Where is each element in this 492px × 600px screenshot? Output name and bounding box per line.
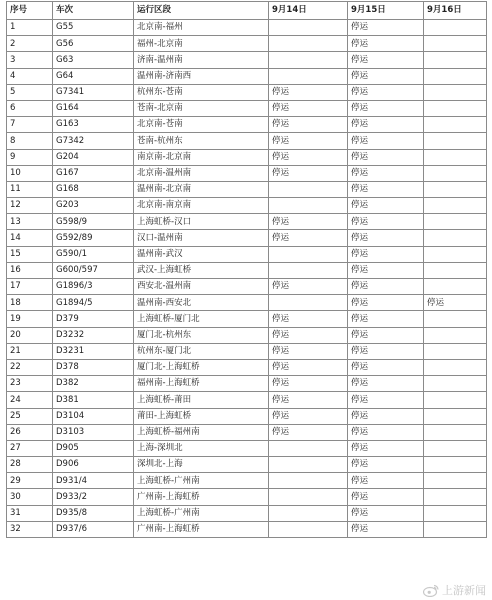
table-cell: 停运 — [348, 505, 424, 521]
table-cell: 上海虹桥-厦门北 — [134, 311, 269, 327]
table-cell: 停运 — [348, 295, 424, 311]
table-cell: G164 — [53, 100, 134, 116]
table-cell: 8 — [7, 133, 53, 149]
table-row — [7, 279, 487, 295]
table-cell: G204 — [53, 149, 134, 165]
table-cell: 上海虹桥-广州南 — [134, 505, 269, 521]
table-cell: 停运 — [269, 343, 348, 359]
table-cell: 停运 — [348, 84, 424, 100]
table-cell: 6 — [7, 100, 53, 116]
table-cell: 停运 — [269, 100, 348, 116]
table-cell: 上海虹桥-汉口 — [134, 214, 269, 230]
table-cell: 停运 — [269, 165, 348, 181]
table-row — [7, 473, 487, 489]
table-cell — [269, 489, 348, 505]
table-row — [7, 230, 487, 246]
table-cell — [424, 181, 487, 197]
table-cell: G64 — [53, 68, 134, 84]
table-cell — [424, 117, 487, 133]
table-cell: G1894/5 — [53, 295, 134, 311]
table-cell — [269, 52, 348, 68]
table-body — [7, 20, 487, 538]
table-cell — [424, 505, 487, 521]
table-row — [7, 20, 487, 36]
table-cell: 西安北-温州南 — [134, 279, 269, 295]
table-cell: D379 — [53, 311, 134, 327]
table-cell: G590/1 — [53, 246, 134, 262]
table-cell — [269, 262, 348, 278]
table-cell: 停运 — [348, 489, 424, 505]
table-cell — [269, 295, 348, 311]
table-cell: 20 — [7, 327, 53, 343]
table-cell: 停运 — [348, 246, 424, 262]
table-cell: 温州南-西安北 — [134, 295, 269, 311]
table-cell: 福州南-上海虹桥 — [134, 376, 269, 392]
table-cell: 停运 — [269, 408, 348, 424]
table-cell: 停运 — [348, 100, 424, 116]
table-cell: G163 — [53, 117, 134, 133]
table-cell: 15 — [7, 246, 53, 262]
table-cell: G592/89 — [53, 230, 134, 246]
table-cell: 停运 — [348, 343, 424, 359]
table-row — [7, 327, 487, 343]
table-cell — [269, 246, 348, 262]
table-cell: 停运 — [348, 36, 424, 52]
table-cell: 停运 — [348, 473, 424, 489]
table-row — [7, 311, 487, 327]
table-cell — [424, 457, 487, 473]
train-schedule-table — [6, 1, 487, 538]
table-cell: 12 — [7, 198, 53, 214]
table-cell: 停运 — [348, 214, 424, 230]
table-cell: 停运 — [269, 376, 348, 392]
table-cell: 2 — [7, 36, 53, 52]
table-row — [7, 392, 487, 408]
table-cell: 30 — [7, 489, 53, 505]
table-cell: D3232 — [53, 327, 134, 343]
table-cell — [269, 181, 348, 197]
table-cell: 北京南-南京南 — [134, 198, 269, 214]
table-cell: 停运 — [348, 68, 424, 84]
table-cell: 武汉-上海虹桥 — [134, 262, 269, 278]
table-cell: 停运 — [269, 311, 348, 327]
table-cell: 13 — [7, 214, 53, 230]
table-cell — [269, 440, 348, 456]
table-cell: 停运 — [348, 117, 424, 133]
table-cell — [424, 359, 487, 375]
table-cell: 停运 — [269, 133, 348, 149]
table-cell: 停运 — [348, 165, 424, 181]
table-cell: D937/6 — [53, 521, 134, 537]
table-cell: 停运 — [269, 327, 348, 343]
column-header: 9月15日 — [348, 2, 424, 20]
table-cell: D933/2 — [53, 489, 134, 505]
table-cell: 广州南-上海虹桥 — [134, 521, 269, 537]
table-cell: 上海虹桥-福州南 — [134, 424, 269, 440]
table-cell: 北京南-苍南 — [134, 117, 269, 133]
table-cell: 5 — [7, 84, 53, 100]
table-cell: 停运 — [348, 440, 424, 456]
table-cell — [424, 230, 487, 246]
table-cell: 27 — [7, 440, 53, 456]
table-cell: 32 — [7, 521, 53, 537]
table-cell: 停运 — [269, 214, 348, 230]
table-cell — [424, 343, 487, 359]
table-cell: D935/8 — [53, 505, 134, 521]
table-cell: G167 — [53, 165, 134, 181]
table-cell: 14 — [7, 230, 53, 246]
table-cell — [424, 262, 487, 278]
table-cell — [269, 20, 348, 36]
table-cell: 南京南-北京南 — [134, 149, 269, 165]
table-cell — [424, 392, 487, 408]
table-cell: 停运 — [348, 359, 424, 375]
table-cell — [424, 246, 487, 262]
table-cell: 停运 — [269, 359, 348, 375]
table-cell: G7342 — [53, 133, 134, 149]
table-cell: 23 — [7, 376, 53, 392]
table-cell: 停运 — [348, 521, 424, 537]
table-cell: 19 — [7, 311, 53, 327]
table-cell: 上海虹桥-广州南 — [134, 473, 269, 489]
table-cell: 29 — [7, 473, 53, 489]
table-cell: D3103 — [53, 424, 134, 440]
table-cell: 停运 — [348, 181, 424, 197]
table-cell — [424, 327, 487, 343]
column-header: 车次 — [53, 2, 134, 20]
column-header: 9月16日 — [424, 2, 487, 20]
table-cell — [424, 149, 487, 165]
column-header: 9月14日 — [269, 2, 348, 20]
table-cell: G7341 — [53, 84, 134, 100]
table-cell: 26 — [7, 424, 53, 440]
table-cell — [424, 376, 487, 392]
table-cell: 停运 — [269, 424, 348, 440]
table-row — [7, 68, 487, 84]
table-cell — [269, 505, 348, 521]
table-cell — [269, 36, 348, 52]
table-cell: G600/597 — [53, 262, 134, 278]
table-cell: 停运 — [348, 198, 424, 214]
table-cell: 停运 — [348, 279, 424, 295]
table-cell: 停运 — [348, 327, 424, 343]
table-cell: 停运 — [348, 311, 424, 327]
table-row — [7, 359, 487, 375]
table-cell — [424, 68, 487, 84]
table-cell — [424, 133, 487, 149]
table-cell: 深圳北-上海 — [134, 457, 269, 473]
table-cell: 停运 — [348, 20, 424, 36]
table-cell — [424, 440, 487, 456]
watermark — [423, 582, 486, 598]
table-cell: D906 — [53, 457, 134, 473]
table-row — [7, 165, 487, 181]
table-cell: D382 — [53, 376, 134, 392]
table-cell: 汉口-温州南 — [134, 230, 269, 246]
table-cell: 济南-温州南 — [134, 52, 269, 68]
table-row — [7, 52, 487, 68]
table-cell: 温州南-北京南 — [134, 181, 269, 197]
table-cell: 停运 — [348, 230, 424, 246]
table-cell: 1 — [7, 20, 53, 36]
table-cell — [269, 473, 348, 489]
table-cell: G1896/3 — [53, 279, 134, 295]
table-row — [7, 295, 487, 311]
table-cell: 16 — [7, 262, 53, 278]
table-cell: 7 — [7, 117, 53, 133]
table-cell: 上海虹桥-莆田 — [134, 392, 269, 408]
table-cell: 温州南-济南西 — [134, 68, 269, 84]
table-cell — [269, 457, 348, 473]
table-cell: G598/9 — [53, 214, 134, 230]
table-row — [7, 214, 487, 230]
table-cell: D931/4 — [53, 473, 134, 489]
table-cell — [424, 165, 487, 181]
table-row — [7, 133, 487, 149]
table-cell: 停运 — [348, 408, 424, 424]
table-cell: 停运 — [269, 230, 348, 246]
table-cell: 北京南-福州 — [134, 20, 269, 36]
table-row — [7, 505, 487, 521]
table-cell: 停运 — [348, 133, 424, 149]
table-row — [7, 84, 487, 100]
table-cell: 停运 — [348, 52, 424, 68]
table-cell: 停运 — [348, 457, 424, 473]
table-cell: 停运 — [424, 295, 487, 311]
table-cell — [424, 214, 487, 230]
table-cell — [269, 521, 348, 537]
table-cell: D3231 — [53, 343, 134, 359]
table-row — [7, 181, 487, 197]
table-cell: 北京南-温州南 — [134, 165, 269, 181]
table-cell — [424, 473, 487, 489]
table-cell — [424, 198, 487, 214]
table-cell: 停运 — [348, 392, 424, 408]
table-cell: 厦门北-上海虹桥 — [134, 359, 269, 375]
table-cell: 莆田-上海虹桥 — [134, 408, 269, 424]
table-cell — [424, 36, 487, 52]
table-cell: 25 — [7, 408, 53, 424]
table-cell — [424, 311, 487, 327]
watermark-text: 上游新闻 — [442, 584, 486, 597]
table-cell — [424, 100, 487, 116]
weibo-icon — [423, 584, 439, 597]
table-cell — [424, 424, 487, 440]
table-cell: 上海-深圳北 — [134, 440, 269, 456]
table-cell: 停运 — [348, 424, 424, 440]
table-cell: 31 — [7, 505, 53, 521]
table-cell — [424, 279, 487, 295]
table-cell: 停运 — [348, 149, 424, 165]
table-cell: G56 — [53, 36, 134, 52]
table-cell: 苍南-杭州东 — [134, 133, 269, 149]
table-cell: G63 — [53, 52, 134, 68]
table-cell: 10 — [7, 165, 53, 181]
table-cell: 4 — [7, 68, 53, 84]
table-cell — [424, 84, 487, 100]
table-cell — [269, 198, 348, 214]
table-cell: G203 — [53, 198, 134, 214]
table-row — [7, 424, 487, 440]
table-cell: D3104 — [53, 408, 134, 424]
table-cell: 28 — [7, 457, 53, 473]
table-cell: 18 — [7, 295, 53, 311]
table-row — [7, 36, 487, 52]
table-row — [7, 489, 487, 505]
table-cell: 3 — [7, 52, 53, 68]
table-cell: G55 — [53, 20, 134, 36]
table-cell: 广州南-上海虹桥 — [134, 489, 269, 505]
table-row — [7, 376, 487, 392]
table-cell: 停运 — [348, 262, 424, 278]
table-row — [7, 198, 487, 214]
table-cell: 17 — [7, 279, 53, 295]
table-row — [7, 117, 487, 133]
table-cell: 停运 — [269, 149, 348, 165]
table-cell: 福州-北京南 — [134, 36, 269, 52]
table-cell: 22 — [7, 359, 53, 375]
table-cell: 9 — [7, 149, 53, 165]
table-cell: 杭州东-苍南 — [134, 84, 269, 100]
table-cell: 停运 — [269, 279, 348, 295]
table-row — [7, 149, 487, 165]
table-cell: 11 — [7, 181, 53, 197]
table-cell: G168 — [53, 181, 134, 197]
table-cell — [424, 408, 487, 424]
table-cell: 厦门北-杭州东 — [134, 327, 269, 343]
table-header-row — [7, 2, 487, 20]
table-cell: 杭州东-厦门北 — [134, 343, 269, 359]
table-row — [7, 440, 487, 456]
table-row — [7, 246, 487, 262]
table-cell: D378 — [53, 359, 134, 375]
table-cell: 停运 — [269, 392, 348, 408]
table-row — [7, 521, 487, 537]
table-row — [7, 457, 487, 473]
table-cell: 停运 — [348, 376, 424, 392]
table-cell: 24 — [7, 392, 53, 408]
table-cell: D381 — [53, 392, 134, 408]
table-row — [7, 262, 487, 278]
table-cell: 温州南-武汉 — [134, 246, 269, 262]
table-row — [7, 100, 487, 116]
table-cell — [424, 489, 487, 505]
table-row — [7, 408, 487, 424]
table-cell — [269, 68, 348, 84]
table-row — [7, 343, 487, 359]
table-cell: 停运 — [269, 117, 348, 133]
table-cell — [424, 52, 487, 68]
table-cell: D905 — [53, 440, 134, 456]
table-cell — [424, 521, 487, 537]
column-header: 序号 — [7, 2, 53, 20]
table-cell: 21 — [7, 343, 53, 359]
column-header: 运行区段 — [134, 2, 269, 20]
table-cell: 苍南-北京南 — [134, 100, 269, 116]
table-cell: 停运 — [269, 84, 348, 100]
table-cell — [424, 20, 487, 36]
